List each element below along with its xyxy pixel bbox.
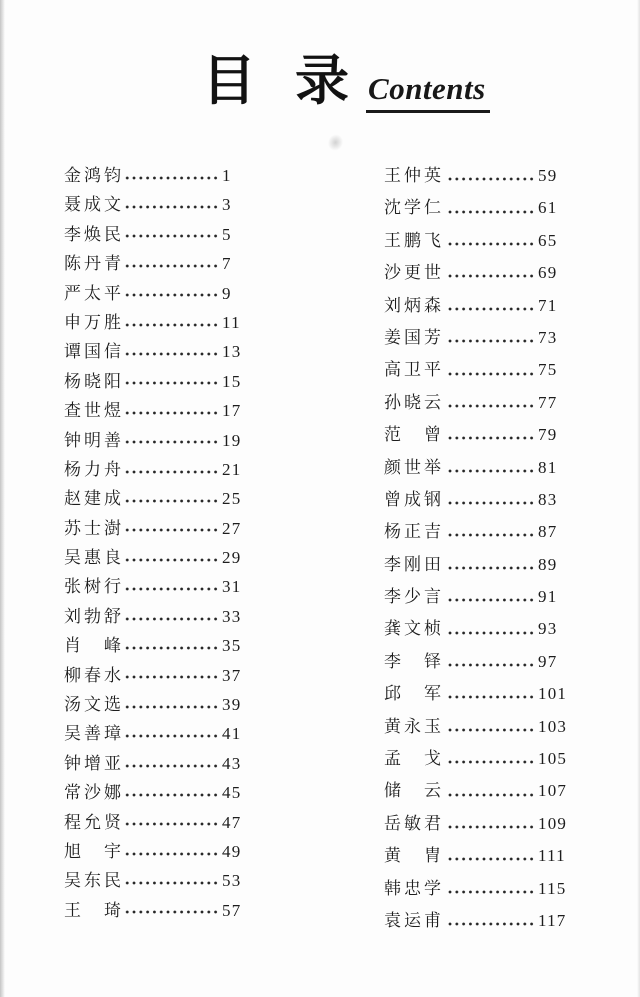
artist-name: 常沙娜: [64, 783, 124, 803]
artist-name: 程允贤: [64, 812, 124, 832]
dot-leader: [445, 855, 535, 863]
dot-leader: [125, 615, 219, 623]
toc-entry: [384, 776, 572, 808]
toc-entry: [384, 193, 572, 225]
dot-leader: [445, 661, 535, 669]
toc-entry: [384, 712, 572, 744]
dot-leader: [125, 174, 219, 182]
artist-name: 曾成钢: [384, 489, 444, 509]
artist-name: 颜世举: [384, 457, 444, 477]
artist-name: 沈学仁: [384, 198, 444, 218]
dot-leader: [125, 526, 219, 534]
page-number: 117: [538, 910, 567, 930]
toc-entry: [64, 396, 248, 425]
dot-leader: [445, 467, 535, 475]
page-number: 101: [538, 684, 568, 704]
page-number: 79: [538, 425, 558, 445]
toc-entry: [64, 631, 248, 660]
dot-leader: [125, 673, 219, 681]
artist-name: 申万胜: [64, 312, 124, 332]
page-number: 111: [538, 846, 566, 866]
page-number: 31: [222, 577, 242, 597]
artist-name: 陈丹青: [64, 254, 124, 274]
artist-name: 沙更世: [384, 263, 444, 283]
scan-smudge: [324, 130, 347, 154]
artist-name: 王鹏飞: [384, 230, 444, 250]
page-number: 65: [538, 230, 558, 250]
dot-leader: [445, 531, 535, 539]
artist-name: 杨正吉: [384, 522, 444, 542]
dot-leader: [125, 321, 219, 329]
page-number: 15: [222, 371, 242, 391]
page-number: 11: [222, 312, 241, 332]
toc-entry: [64, 161, 248, 190]
page-number: 61: [538, 198, 558, 218]
toc-entry: [384, 809, 572, 841]
artist-name: 聂成文: [64, 195, 124, 215]
toc-entry: [64, 455, 248, 484]
toc-entry: [384, 841, 572, 873]
artist-name: 王 琦: [64, 900, 124, 920]
dot-leader: [445, 791, 535, 799]
page-number: 53: [222, 871, 242, 891]
toc-entry: [384, 485, 572, 517]
artist-name: 刘炳森: [384, 295, 444, 315]
toc-entry: [64, 690, 248, 719]
dot-leader: [445, 564, 535, 572]
dot-leader: [125, 732, 219, 740]
dot-leader: [125, 438, 219, 446]
page-number: 115: [538, 878, 567, 898]
artist-name: 李少言: [384, 587, 444, 607]
page-number: 109: [538, 813, 568, 833]
toc-title: [202, 52, 490, 113]
toc-entry: [64, 190, 248, 219]
page-number: 69: [538, 263, 558, 283]
toc-entry: [384, 517, 572, 549]
dot-leader: [445, 305, 535, 313]
page-number: 19: [222, 430, 242, 450]
page-number: 57: [222, 900, 242, 920]
artist-name: 赵建成: [64, 489, 124, 509]
dot-leader: [125, 850, 219, 858]
toc-entry: [64, 719, 248, 748]
toc-entry: [64, 602, 248, 631]
dot-leader: [125, 556, 219, 564]
toc-entry: [384, 161, 572, 193]
artist-name: 杨力舟: [64, 459, 124, 479]
artist-name: 高卫平: [384, 360, 444, 380]
dot-leader: [125, 585, 219, 593]
toc-column-left: [64, 161, 248, 925]
page-number: 81: [538, 457, 558, 477]
toc-entry: [64, 514, 248, 543]
page-number: 59: [538, 166, 558, 185]
dot-leader: [445, 693, 535, 701]
dot-leader: [445, 208, 535, 216]
page-number: 87: [538, 522, 558, 542]
artist-name: 孟 戈: [384, 749, 444, 769]
artist-name: 龚文桢: [384, 619, 444, 639]
artist-name: 张树行: [64, 577, 124, 597]
toc-entry: [384, 679, 572, 711]
artist-name: 金鸿钧: [64, 166, 124, 185]
page-number: 1: [222, 166, 232, 185]
dot-leader: [125, 644, 219, 652]
artist-name: 邱 军: [384, 684, 444, 704]
dot-leader: [445, 240, 535, 248]
toc-entry: [64, 426, 248, 455]
artist-name: 黄永玉: [384, 716, 444, 736]
page-number: 5: [222, 224, 232, 244]
dot-leader: [445, 726, 535, 734]
toc-entry: [384, 388, 572, 420]
toc-entry: [384, 323, 572, 355]
toc-entry: [64, 484, 248, 513]
dot-leader: [125, 262, 219, 270]
page-number: 35: [222, 636, 242, 656]
toc-entry: [64, 249, 248, 278]
dot-leader: [445, 337, 535, 345]
page-number: 91: [538, 587, 558, 607]
toc-entry: [384, 291, 572, 323]
page-number: 27: [222, 518, 242, 538]
artist-name: 韩忠学: [384, 878, 444, 898]
artist-name: 孙晓云: [384, 392, 444, 412]
page-number: 71: [538, 295, 558, 315]
toc-entry: [64, 778, 248, 807]
artist-name: 杨晓阳: [64, 371, 124, 391]
toc-entry: [64, 866, 248, 895]
artist-name: 钟增亚: [64, 753, 124, 773]
artist-name: 查世煜: [64, 401, 124, 421]
artist-name: 范 曾: [384, 425, 444, 445]
toc-entry: [64, 543, 248, 572]
toc-entry: [384, 874, 572, 906]
page-number: 89: [538, 554, 558, 574]
dot-leader: [125, 791, 219, 799]
dot-leader: [445, 596, 535, 604]
page-number: 107: [538, 781, 568, 801]
dot-leader: [445, 272, 535, 280]
toc-entry: [64, 572, 248, 601]
dot-leader: [445, 434, 535, 442]
dot-leader: [445, 370, 535, 378]
dot-leader: [125, 468, 219, 476]
page-number: 43: [222, 753, 242, 773]
page-number: 73: [538, 327, 558, 347]
page-number: 41: [222, 724, 242, 744]
toc-title-chinese: 目 录: [202, 51, 355, 111]
toc-entry: [64, 337, 248, 366]
artist-name: 姜国芳: [384, 327, 444, 347]
toc-entry: [384, 453, 572, 485]
page-number: 45: [222, 783, 242, 803]
toc-entry: [384, 226, 572, 258]
page-number: 103: [538, 716, 568, 736]
dot-leader: [445, 823, 535, 831]
page-number: 33: [222, 606, 242, 626]
toc-entry: [64, 837, 248, 866]
page-number: 21: [222, 459, 242, 479]
toc-entry: [64, 749, 248, 778]
page-number: 3: [222, 195, 232, 215]
dot-leader: [125, 232, 219, 240]
page-number: 17: [222, 401, 242, 421]
artist-name: 吴东民: [64, 871, 124, 891]
page-number: 25: [222, 489, 242, 509]
toc-entry: [384, 355, 572, 387]
dot-leader: [125, 879, 219, 887]
artist-name: 王仲英: [384, 166, 444, 185]
toc-entry: [384, 647, 572, 679]
dot-leader: [125, 908, 219, 916]
page-number: 37: [222, 665, 242, 685]
dot-leader: [445, 175, 535, 183]
artist-name: 吴惠良: [64, 548, 124, 568]
dot-leader: [445, 920, 535, 928]
artist-name: 旭 宇: [64, 841, 124, 861]
artist-name: 柳春水: [64, 665, 124, 685]
page-edge-shadow-left: [0, 0, 5, 997]
page-number: 39: [222, 695, 242, 715]
artist-name: 李 铎: [384, 651, 444, 671]
dot-leader: [445, 758, 535, 766]
toc-entry: [64, 279, 248, 308]
page-number: 49: [222, 841, 242, 861]
dot-leader: [125, 203, 219, 211]
artist-name: 钟明善: [64, 430, 124, 450]
toc-entry: [384, 258, 572, 290]
page-number: 83: [538, 489, 558, 509]
toc-entry: [384, 582, 572, 614]
toc-entry: [64, 220, 248, 249]
dot-leader: [125, 379, 219, 387]
dot-leader: [125, 291, 219, 299]
dot-leader: [445, 499, 535, 507]
toc-entry: [384, 614, 572, 646]
toc-entry: [384, 420, 572, 452]
artist-name: 储 云: [384, 781, 444, 801]
artist-name: 袁运甫: [384, 910, 444, 930]
dot-leader: [125, 497, 219, 505]
page-number: 13: [222, 342, 242, 362]
toc-entry: [64, 808, 248, 837]
page-number: 75: [538, 360, 558, 380]
dot-leader: [125, 409, 219, 417]
dot-leader: [445, 629, 535, 637]
page-number: 77: [538, 392, 558, 412]
artist-name: 李焕民: [64, 224, 124, 244]
toc-title-english: Contents: [366, 71, 490, 113]
toc-entry: [384, 550, 572, 582]
toc-entry: [384, 744, 572, 776]
artist-name: 严太平: [64, 283, 124, 303]
dot-leader: [445, 402, 535, 410]
dot-leader: [125, 820, 219, 828]
dot-leader: [445, 888, 535, 896]
toc-entry: [64, 367, 248, 396]
artist-name: 李刚田: [384, 554, 444, 574]
page-number: 93: [538, 619, 558, 639]
page-number: 7: [222, 254, 232, 274]
page-number: 9: [222, 283, 232, 303]
dot-leader: [125, 350, 219, 358]
artist-name: 苏士澍: [64, 518, 124, 538]
page-number: 97: [538, 651, 558, 671]
artist-name: 汤文选: [64, 695, 124, 715]
artist-name: 刘勃舒: [64, 606, 124, 626]
artist-name: 肖 峰: [64, 636, 124, 656]
page-number: 47: [222, 812, 242, 832]
artist-name: 吴善璋: [64, 724, 124, 744]
dot-leader: [125, 762, 219, 770]
toc-entry: [384, 906, 572, 938]
page-number: 105: [538, 749, 568, 769]
artist-name: 岳敏君: [384, 813, 444, 833]
dot-leader: [125, 703, 219, 711]
artist-name: 谭国信: [64, 342, 124, 362]
toc-entry: [64, 308, 248, 337]
page-number: 29: [222, 548, 242, 568]
toc-entry: [64, 896, 248, 925]
artist-name: 黄 胄: [384, 846, 444, 866]
toc-column-right: [384, 161, 572, 938]
toc-entry: [64, 661, 248, 690]
